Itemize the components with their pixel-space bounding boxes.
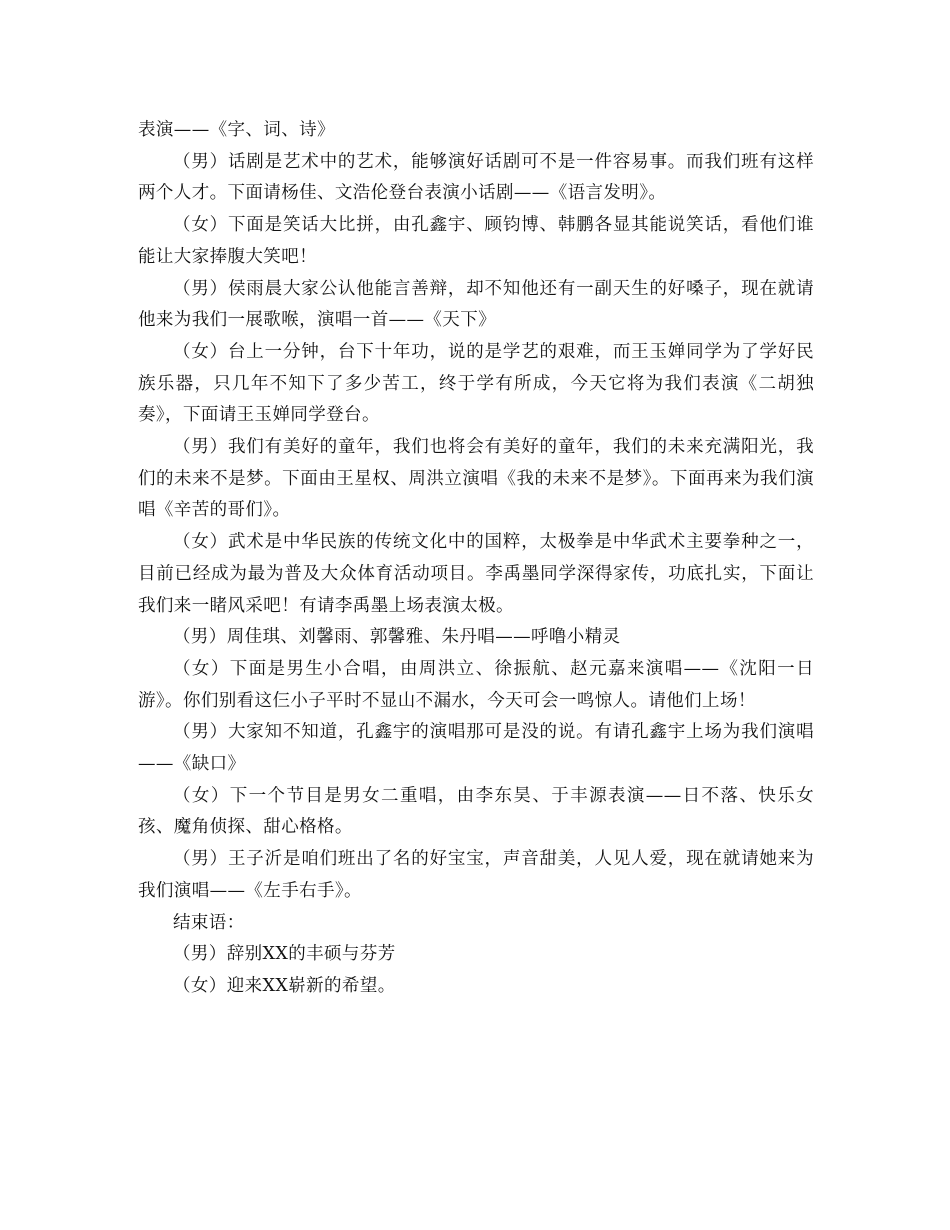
paragraph-drama-intro: （男）话剧是艺术中的艺术，能够演好话剧可不是一件容易事。而我们班有这样两个人才。下面请杨佳、文浩伦登台表演小话剧——《语言发明》。 xyxy=(138,151,814,204)
paragraph-song-tianxia: （男）侯雨晨大家公认他能言善辩，却不知他还有一副天生的好嗓子，现在就请他来为我们一展歌喉，演唱一首——《天下》 xyxy=(138,278,814,331)
paragraph-erhu-solo: （女）台上一分钟，台下十年功，说的是学艺的艰难，而王玉婵同学为了学好民族乐器，只几年不知下了多少苦工，终于学有所成，今天它将为我们表演《二胡独奏》，下面请王玉婵同学登台。 xyxy=(138,341,814,426)
paragraph-boys-chorus: （女）下面是男生小合唱，由周洪立、徐振航、赵元嘉来演唱——《沈阳一日游》。你们别看这仨小子平时不显山不漏水，今天可会一鸣惊人。请他们上场！ xyxy=(138,658,814,711)
paragraph-closing-female: （女）迎来XX崭新的希望。 xyxy=(173,975,396,996)
paragraph-taichi: （女）武术是中华民族的传统文化中的国粹，太极拳是中华武术主要拳种之一，目前已经成为最为普及大众体育活动项目。李禹墨同学深得家传，功底扎实，下面让我们来一睹风采吧！有请李禹墨上场表演太极。 xyxy=(138,532,814,616)
paragraph-duet: （女）下一个节目是男女二重唱，由李东昊、于丰源表演——日不落、快乐女孩、魔角侦探、甜心格格。 xyxy=(138,785,814,838)
paragraph-song-quekou: （男）大家知不知道，孔鑫宇的演唱那可是没的说。有请孔鑫宇上场为我们演唱——《缺口》 xyxy=(138,722,814,775)
paragraph-program-title: 表演——《字、词、诗》 xyxy=(138,120,335,140)
paragraph-future-song: （男）我们有美好的童年，我们也将会有美好的童年，我们的未来充满阳光，我们的未来不是梦。下面由王星权、周洪立演唱《我的未来不是梦》。下面再来为我们演唱《辛苦的哥们》。 xyxy=(138,437,814,521)
paragraph-left-right-hand: （男）王子沂是咱们班出了名的好宝宝，声音甜美，人见人爱，现在就请她来为我们演唱——《左手右手》。 xyxy=(138,849,814,901)
document-body xyxy=(138,115,814,1003)
paragraph-closing-male: （男）辞别XX的丰硕与芬芳 xyxy=(173,944,396,965)
paragraph-closing-heading: 结束语： xyxy=(173,912,245,933)
paragraph-joke-contest: （女）下面是笑话大比拼，由孔鑫宇、顾钧博、韩鹏各显其能说笑话，看他们谁能让大家捧腹大笑吧！ xyxy=(138,215,814,267)
paragraph-group-song: （男）周佳琪、刘馨雨、郭馨雅、朱丹唱——呼噜小精灵 xyxy=(173,627,621,648)
